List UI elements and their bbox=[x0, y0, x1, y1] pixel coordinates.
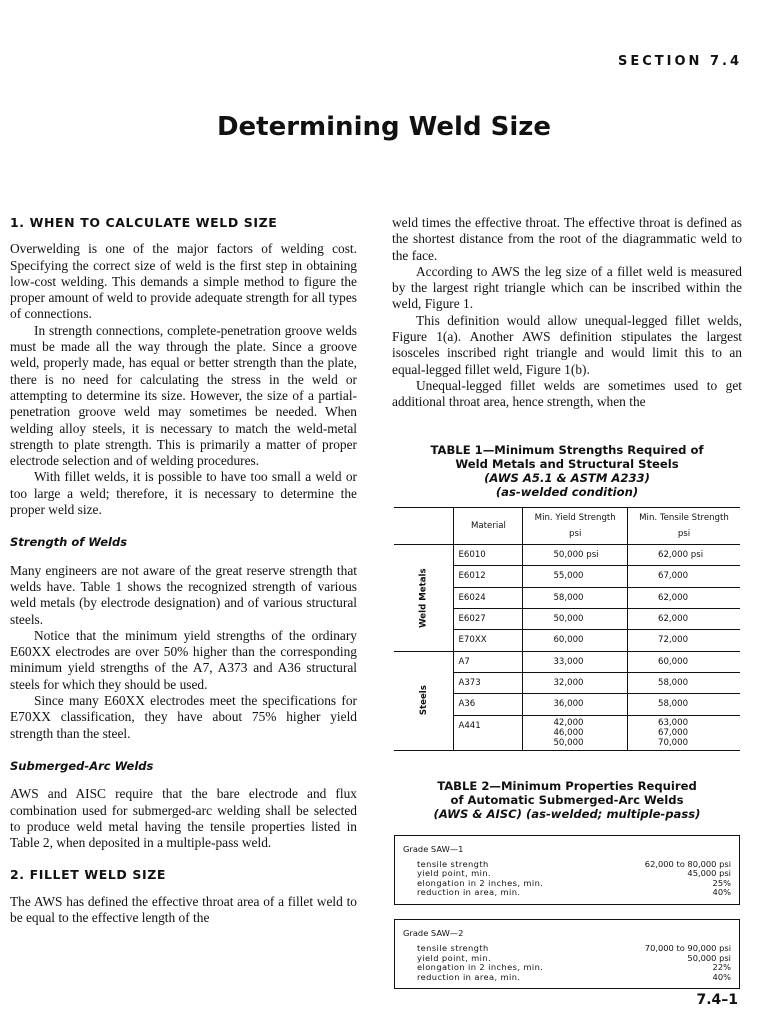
paragraph: The AWS has defined the effective throat area of a fillet weld to be equal to the effective length of the bbox=[10, 893, 357, 925]
grade-box bbox=[394, 835, 740, 905]
tensile-cell: 62,000 psi bbox=[627, 545, 740, 566]
table-row bbox=[394, 545, 740, 566]
table-2-caption-line: (AWS & AISC) (as-welded; multiple-pass) bbox=[433, 806, 701, 821]
group-label-steels: Steels bbox=[418, 685, 429, 716]
property-label: elongation in 2 inches, min. bbox=[417, 962, 544, 973]
tensile-cell: 58,000 bbox=[627, 694, 740, 715]
paragraph: This definition would allow unequal-legged fillet welds, Figure 1(a). Another AWS definition stipulates the largest isosceles inscribed right triangle and would limit this to an equal-legged fillet weld, Figure 1(b). bbox=[392, 312, 742, 377]
column-header-yield: Min. Yield Strength psi bbox=[523, 507, 628, 545]
left-column bbox=[10, 215, 357, 926]
paragraph: Notice that the minimum yield strengths of the ordinary E60XX electrodes are over 50% higher than the corresponding minimum yield strengths of the A7, A373 and A36 structural steels for which they should be used. bbox=[10, 627, 357, 692]
group-cell-steels bbox=[394, 651, 454, 750]
yield-cell: 50,000 bbox=[523, 609, 628, 630]
property-label: reduction in area, min. bbox=[417, 971, 521, 982]
property-label: yield point, min. bbox=[417, 868, 492, 879]
property-value: 22% bbox=[712, 962, 731, 973]
property-label: reduction in area, min. bbox=[417, 887, 521, 898]
strength-of-welds-heading: Strength of Welds bbox=[10, 535, 128, 550]
paragraph: With fillet welds, it is possible to have too small a weld or too large a weld; therefore, it is necessary to determine the proper weld size. bbox=[10, 469, 357, 518]
section-2-heading: 2. FILLET WELD SIZE bbox=[10, 867, 167, 883]
table-1-caption-line: TABLE 1—Minimum Strengths Required of bbox=[430, 442, 704, 457]
tensile-cell: 62,000 bbox=[627, 587, 740, 608]
section-1-heading: 1. WHEN TO CALCULATE WELD SIZE bbox=[10, 215, 278, 230]
material-cell: E70XX bbox=[454, 630, 523, 651]
table-2-caption-line: of Automatic Submerged-Arc Welds bbox=[450, 792, 684, 807]
property-label: elongation in 2 inches, min. bbox=[417, 877, 544, 888]
tensile-cell: 62,000 bbox=[627, 609, 740, 630]
table-1-caption bbox=[392, 443, 742, 499]
yield-cell: 50,000 psi bbox=[523, 545, 628, 566]
grade-label: Grade SAW—2 bbox=[403, 927, 464, 938]
paragraph: AWS and AISC require that the bare electrode and flux combination used for submerged-arc welding shall be selected to produce weld metal having the tensile properties listed in Table 2, when deposited in a multiple-pass weld. bbox=[10, 786, 357, 851]
paragraph: Since many E60XX electrodes meet the specifications for E70XX classification, they have about 75% higher yield strength than the steel. bbox=[10, 693, 357, 741]
property-label: yield point, min. bbox=[417, 952, 492, 963]
group-label-weld-metals: Weld Metals bbox=[418, 568, 429, 628]
tensile-cell: 72,000 bbox=[627, 630, 740, 651]
yield-cell: 36,000 bbox=[523, 694, 628, 715]
material-cell: A373 bbox=[454, 672, 523, 693]
paragraph: Overwelding is one of the major factors of welding cost. Specifying the correct size of weld is the first step in obtaining low-cost welding. This demands a simple method to figure the proper amount of weld to provide adequate strength for all types of connections. bbox=[10, 241, 357, 322]
property-row bbox=[403, 888, 731, 898]
grade-label: Grade SAW—1 bbox=[403, 843, 464, 854]
table-1-caption-line: Weld Metals and Structural Steels bbox=[455, 456, 679, 471]
yield-value: 46,000 bbox=[553, 727, 584, 738]
grade-box bbox=[394, 919, 740, 989]
property-value: 40% bbox=[712, 971, 731, 982]
table-1 bbox=[394, 507, 740, 751]
paragraph: Many engineers are not aware of the great reserve strength that welds have. Table 1 shows the recognized strength of various weld metals (by electrode designation) and of various structural steels. bbox=[10, 562, 357, 627]
submerged-arc-heading: Submerged-Arc Welds bbox=[10, 758, 154, 773]
yield-cell: 60,000 bbox=[523, 630, 628, 651]
material-cell: E6024 bbox=[454, 587, 523, 608]
table-1-caption-line: (as-welded condition) bbox=[495, 484, 639, 499]
property-value: 62,000 to 80,000 psi bbox=[644, 858, 731, 869]
tensile-value: 70,000 bbox=[657, 737, 689, 748]
property-row bbox=[403, 973, 731, 983]
table-2-caption bbox=[392, 779, 742, 821]
section-label: SECTION 7.4 bbox=[618, 54, 742, 69]
property-value: 25% bbox=[712, 877, 731, 888]
tensile-cell: 58,000 bbox=[627, 672, 740, 693]
material-cell: E6010 bbox=[454, 545, 523, 566]
yield-cell: 32,000 bbox=[523, 672, 628, 693]
table-row bbox=[394, 651, 740, 672]
page-number: 7.4–1 bbox=[696, 992, 738, 1008]
yield-cell: 33,000 bbox=[523, 651, 628, 672]
column-header-tensile: Min. Tensile Strength psi bbox=[627, 507, 740, 545]
column-header-material: Material bbox=[454, 507, 523, 545]
table-corner-cell bbox=[394, 507, 454, 545]
tensile-value: 63,000 bbox=[657, 717, 689, 728]
property-value: 70,000 to 90,000 psi bbox=[644, 943, 731, 954]
yield-cell bbox=[523, 715, 628, 750]
property-value: 50,000 psi bbox=[687, 952, 731, 963]
material-cell: E6012 bbox=[454, 566, 523, 587]
tensile-cell: 60,000 bbox=[627, 651, 740, 672]
property-label: tensile strength bbox=[417, 943, 489, 954]
tensile-value: 67,000 bbox=[657, 727, 689, 738]
material-cell: A7 bbox=[454, 651, 523, 672]
property-label: tensile strength bbox=[417, 858, 489, 869]
property-value: 40% bbox=[712, 887, 731, 898]
yield-value: 42,000 bbox=[553, 717, 584, 728]
table-2-caption-line: TABLE 2—Minimum Properties Required bbox=[437, 778, 697, 793]
material-cell: E6027 bbox=[454, 609, 523, 630]
tensile-cell bbox=[627, 715, 740, 750]
table-1-caption-line: (AWS A5.1 & ASTM A233) bbox=[484, 470, 650, 485]
property-value: 45,000 psi bbox=[687, 868, 731, 879]
page-title: Determining Weld Size bbox=[216, 112, 552, 142]
paragraph: According to AWS the leg size of a fillet weld is measured by the largest right triangle which can be inscribed within the weld, Figure 1. bbox=[392, 263, 742, 312]
material-cell: A36 bbox=[454, 694, 523, 715]
yield-value: 50,000 bbox=[553, 737, 584, 748]
tensile-cell: 67,000 bbox=[627, 566, 740, 587]
group-cell-weld-metals bbox=[394, 545, 454, 651]
right-column bbox=[392, 215, 742, 989]
yield-cell: 55,000 bbox=[523, 566, 628, 587]
material-cell: A441 bbox=[454, 715, 523, 750]
table-header-row bbox=[394, 507, 740, 545]
yield-cell: 58,000 bbox=[523, 587, 628, 608]
paragraph: weld times the effective throat. The effective throat is defined as the shortest distance from the root of the diagrammatic weld to the face. bbox=[392, 215, 742, 263]
paragraph: In strength connections, complete-penetration groove welds must be made all the way through the plate. Since a groove weld, properly made, has equal or better strength than the plate, there is no need for calculating the stress in the weld or attempting to determine its size. However, the size of a partial-penetration groove weld may sometimes be needed. When welding alloy steels, it is necessary to match the weld-metal strength to plate strength. This is primarily a matter of proper electrode selection and of welding procedures. bbox=[10, 322, 357, 469]
paragraph: Unequal-legged fillet welds are sometimes used to get additional throat area, hence strength, when the bbox=[392, 377, 742, 410]
